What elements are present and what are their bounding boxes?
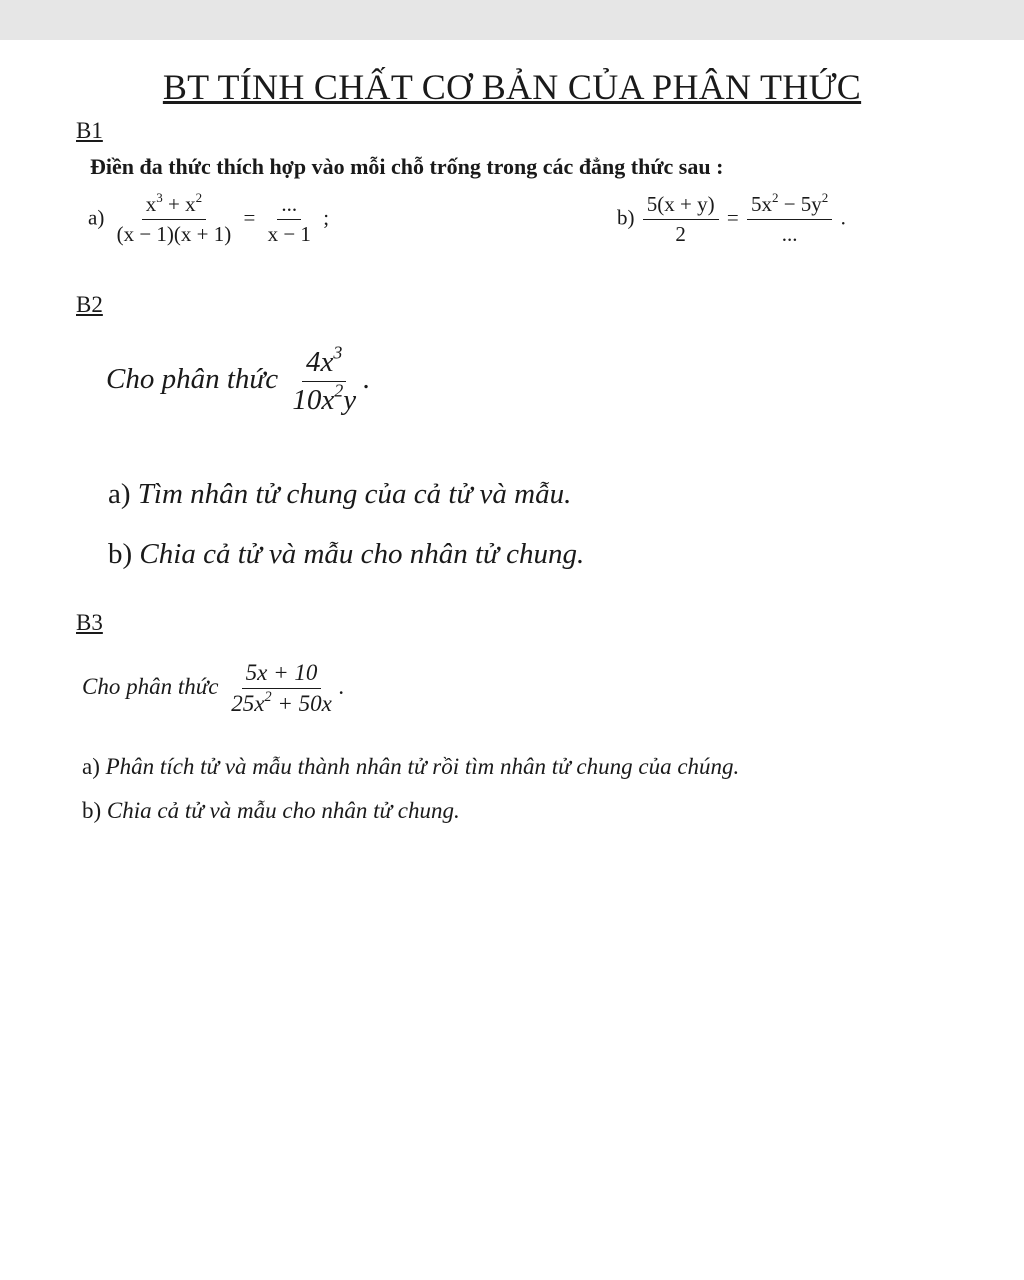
b3-question-b: b) Chia cả tử và mẫu cho nhân tử chung. <box>82 798 460 823</box>
b3-fraction: $\frac{5x + 10}{25x^2 + 50x}$ <box>231 660 332 716</box>
b1-equation-b <box>617 189 846 247</box>
b1-b-fraction-right: $\frac{5x^2 - 5y^2}{...}$ <box>747 192 832 247</box>
b1-b-period: . <box>840 205 846 230</box>
b3-intro: Cho phân thức <box>82 673 219 699</box>
b2-fraction-line <box>106 342 371 417</box>
b1-b-equals: = <box>726 205 739 230</box>
b2-fraction: $\frac{4x^3}{10x^2y}$ <box>292 342 357 416</box>
b1-equation-a <box>88 189 330 247</box>
b1-b-marker: b) <box>617 205 635 230</box>
b2-intro: Cho phân thức <box>106 363 279 396</box>
b3-fraction-line <box>82 660 345 717</box>
b1-a-semicolon: ; <box>323 205 330 230</box>
section-label-b3: B3 <box>76 610 103 635</box>
b1-a-marker: a) <box>88 205 105 230</box>
b1-instruction: Điền đa thức thích hợp vào mỗi chỗ trống trong các đẳng thức sau : <box>90 154 724 179</box>
b2-period: . <box>363 363 371 396</box>
b1-a-equals: = <box>243 205 256 230</box>
top-bar <box>0 0 1024 40</box>
b1-b-fraction-left: $\frac{5(x + y)}{2}$ <box>643 192 719 247</box>
b2-question-a: a) Tìm nhân tử chung của cả tử và mẫu. <box>108 478 572 510</box>
b2-question-b: b) Chia cả tử và mẫu cho nhân tử chung. <box>108 538 585 570</box>
section-label-b2: B2 <box>76 292 103 317</box>
page-title: BT TÍNH CHẤT CƠ BẢN CỦA PHÂN THỨC <box>162 67 862 107</box>
b1-a-fraction-right: $\frac{...}{x - 1}$ <box>267 192 311 246</box>
section-label-b1: B1 <box>76 118 103 143</box>
b3-period: . <box>338 673 345 699</box>
b1-a-fraction-left: $\frac{x^3 + x^2}{(x - 1)(x + 1)}$ <box>116 189 232 246</box>
b3-question-a: a) Phân tích tử và mẫu thành nhân tử rồi tìm nhân tử chung của chúng. <box>82 754 740 779</box>
